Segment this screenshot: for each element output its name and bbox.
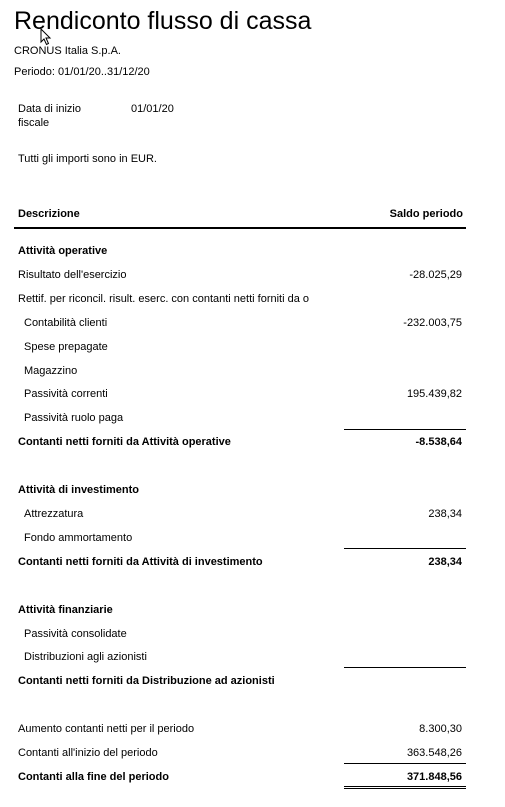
row-description: Contanti netti forniti da Attività di investimento <box>18 556 263 568</box>
row-description: Magazzino <box>24 365 78 377</box>
section-heading-operating <box>0 245 505 261</box>
currency-note: Tutti gli importi sono in EUR. <box>18 153 157 165</box>
table-row <box>0 651 505 667</box>
row-description: Passività consolidate <box>24 628 127 640</box>
row-description: Passività ruolo paga <box>24 412 124 424</box>
header-divider <box>14 227 466 229</box>
subtotal-row-investing <box>0 556 505 572</box>
report-period: Periodo: 01/01/20..31/12/20 <box>14 66 150 78</box>
row-description: Attività operative <box>18 245 108 257</box>
subtotal-rule <box>344 429 466 430</box>
subtotal-rule <box>344 667 466 668</box>
table-row <box>0 341 505 357</box>
column-header-balance: Saldo periodo <box>389 208 463 220</box>
row-amount: 371.848,56 <box>406 771 462 783</box>
report-title: Rendiconto flusso di cassa <box>14 7 312 35</box>
row-description: Contanti netti forniti da Distribuzione ad azionisti <box>18 675 275 687</box>
row-description: Passività correnti <box>24 388 108 400</box>
row-description: Contanti all'inizio del periodo <box>18 747 158 759</box>
row-amount: -8.538,64 <box>415 436 462 448</box>
net-increase-row <box>0 723 505 739</box>
row-description: Spese prepagate <box>24 341 108 353</box>
row-description: Contabilità clienti <box>24 317 108 329</box>
table-row <box>0 628 505 644</box>
row-amount: 238,34 <box>428 508 462 520</box>
table-row <box>0 293 505 309</box>
row-amount: -232.003,75 <box>403 317 462 329</box>
subtotal-rule <box>344 548 466 549</box>
subtotal-row-operating <box>0 436 505 452</box>
fiscal-start-label: Data di inizio fiscale <box>18 103 81 129</box>
row-amount: 8.300,30 <box>419 723 462 735</box>
row-description: Contanti netti forniti da Attività operative <box>18 436 231 448</box>
total-rule <box>344 763 466 764</box>
section-heading-financing <box>0 604 505 620</box>
section-heading-investing <box>0 484 505 500</box>
row-amount: -28.025,29 <box>409 269 462 281</box>
row-description: Aumento contanti netti per il periodo <box>18 723 195 735</box>
table-row <box>0 269 505 285</box>
subtotal-row-financing <box>0 675 505 691</box>
row-description: Attrezzatura <box>24 508 84 520</box>
column-header-description: Descrizione <box>18 208 80 220</box>
table-row <box>0 508 505 524</box>
company-name: CRONUS Italia S.p.A. <box>14 45 121 57</box>
row-description: Attività di investimento <box>18 484 140 496</box>
opening-cash-row <box>0 747 505 763</box>
table-row <box>0 532 505 548</box>
table-row <box>0 388 505 404</box>
row-amount: 195.439,82 <box>406 388 462 400</box>
row-description: Attività finanziarie <box>18 604 113 616</box>
row-description: Risultato dell'esercizio <box>18 269 127 281</box>
row-description: Rettif. per riconcil. risult. eserc. con contanti netti forniti da o <box>18 293 310 305</box>
row-amount: 363.548,26 <box>406 747 462 759</box>
table-row <box>0 317 505 333</box>
grand-total-double-rule <box>344 786 466 789</box>
table-row <box>0 365 505 381</box>
row-description: Distribuzioni agli azionisti <box>24 651 147 663</box>
row-description: Contanti alla fine del periodo <box>18 771 169 783</box>
table-row <box>0 412 505 428</box>
row-amount: 238,34 <box>428 556 462 568</box>
row-description: Fondo ammortamento <box>24 532 133 544</box>
fiscal-start-value: 01/01/20 <box>131 103 174 115</box>
closing-cash-row <box>0 771 505 787</box>
